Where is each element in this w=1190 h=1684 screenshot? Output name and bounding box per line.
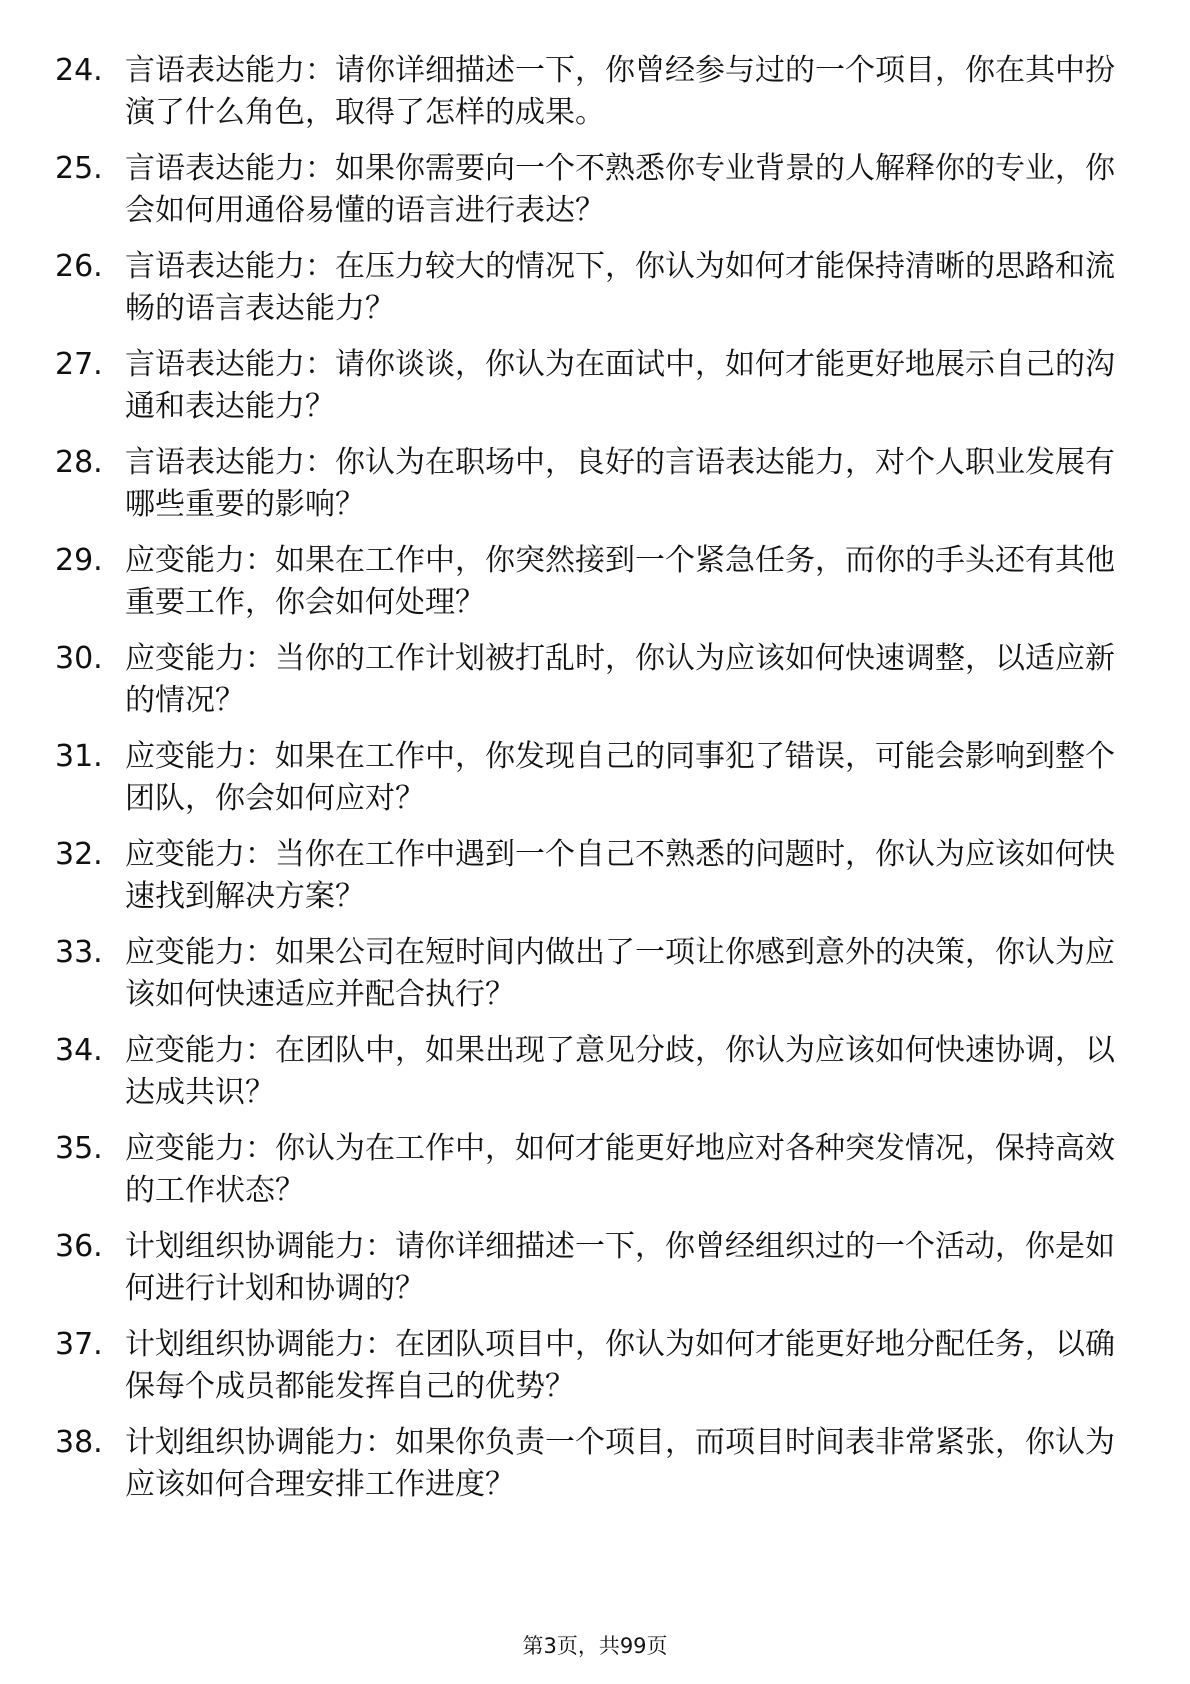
question-item: [55, 148, 1125, 232]
question-item: [55, 344, 1125, 428]
question-item: [55, 834, 1125, 918]
question-item: [55, 638, 1125, 722]
question-item: [55, 540, 1125, 624]
question-item: [55, 1422, 1125, 1506]
question-item: [55, 736, 1125, 820]
question-text: 言语表达能力：你认为在职场中，良好的言语表达能力，对个人职业发展有哪些重要的影响？: [125, 445, 1115, 522]
question-text: 言语表达能力：如果你需要向一个不熟悉你专业背景的人解释你的专业，你会如何用通俗易懂的语言进行表达？: [125, 151, 1115, 228]
question-number: 25.: [55, 151, 103, 186]
question-item: [55, 1324, 1125, 1408]
question-number: 37.: [55, 1327, 103, 1362]
question-item: [55, 50, 1125, 134]
question-item: [55, 246, 1125, 330]
question-number: 34.: [55, 1033, 103, 1068]
question-text: 应变能力：当你在工作中遇到一个自己不熟悉的问题时，你认为应该如何快速找到解决方案？: [125, 837, 1115, 914]
question-item: [55, 442, 1125, 526]
question-number: 32.: [55, 837, 103, 872]
question-text: 应变能力：在团队中，如果出现了意见分歧，你认为应该如何快速协调，以达成共识？: [125, 1033, 1115, 1110]
question-number: 33.: [55, 935, 103, 970]
question-list: [55, 50, 1125, 1520]
question-item: [55, 932, 1125, 1016]
question-text: 应变能力：当你的工作计划被打乱时，你认为应该如何快速调整，以适应新的情况？: [125, 641, 1115, 718]
question-text: 计划组织协调能力：请你详细描述一下，你曾经组织过的一个活动，你是如何进行计划和协调的？: [125, 1229, 1115, 1306]
question-text: 计划组织协调能力：如果你负责一个项目，而项目时间表非常紧张，你认为应该如何合理安排工作进度？: [125, 1425, 1115, 1502]
question-item: [55, 1128, 1125, 1212]
question-number: 38.: [55, 1425, 103, 1460]
question-number: 29.: [55, 543, 103, 578]
question-number: 30.: [55, 641, 103, 676]
page-footer: 第3页，共99页: [522, 1634, 668, 1658]
question-number: 35.: [55, 1131, 103, 1166]
question-number: 26.: [55, 249, 103, 284]
question-number: 31.: [55, 739, 103, 774]
question-text: 应变能力：如果公司在短时间内做出了一项让你感到意外的决策，你认为应该如何快速适应并配合执行？: [125, 935, 1115, 1012]
question-text: 应变能力：如果在工作中，你发现自己的同事犯了错误，可能会影响到整个团队，你会如何应对？: [125, 739, 1115, 816]
question-item: [55, 1030, 1125, 1114]
question-text: 言语表达能力：在压力较大的情况下，你认为如何才能保持清晰的思路和流畅的语言表达能力？: [125, 249, 1115, 326]
question-text: 计划组织协调能力：在团队项目中，你认为如何才能更好地分配任务，以确保每个成员都能发挥自己的优势？: [125, 1327, 1115, 1404]
question-number: 24.: [55, 53, 103, 88]
question-number: 28.: [55, 445, 103, 480]
question-text: 言语表达能力：请你详细描述一下，你曾经参与过的一个项目，你在其中扮演了什么角色，取得了怎样的成果。: [125, 53, 1115, 130]
question-item: [55, 1226, 1125, 1310]
question-text: 应变能力：你认为在工作中，如何才能更好地应对各种突发情况，保持高效的工作状态？: [125, 1131, 1115, 1208]
question-number: 27.: [55, 347, 103, 382]
question-text: 应变能力：如果在工作中，你突然接到一个紧急任务，而你的手头还有其他重要工作，你会如何处理？: [125, 543, 1115, 620]
question-number: 36.: [55, 1229, 103, 1264]
question-text: 言语表达能力：请你谈谈，你认为在面试中，如何才能更好地展示自己的沟通和表达能力？: [125, 347, 1115, 424]
